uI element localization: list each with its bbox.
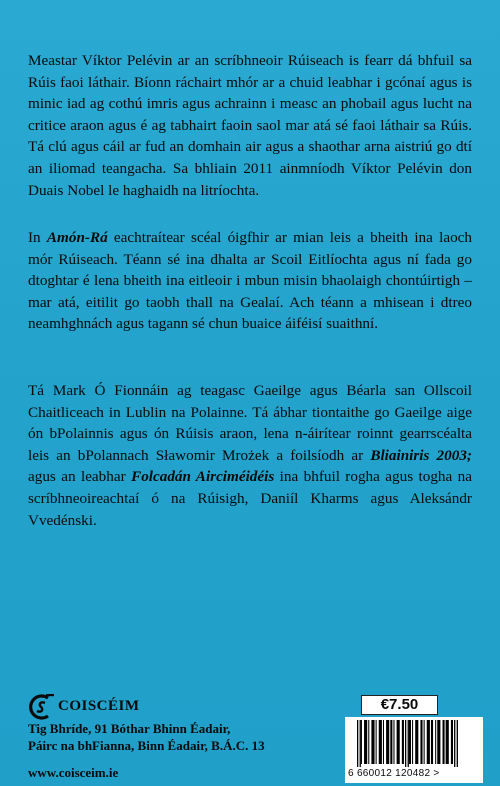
- translator-bio-text-3: ina bhfuil rogha agus togha na scríbhneoireachtaí ó na Rúisigh, Daniíl Kharms agus Aleksándr Vvedénski.: [28, 468, 472, 529]
- translator-bio-text-1: Tá Mark Ó Fionnáin ag teagasc Gaeilge agus Béarla san Ollscoil Chaitliceach in Lublin na Polainne. Tá ábhar tiontaithe go Gaeilge aige ón bPolainnis agus ón Rúisis araon, lena n-áirítear roinnt gearrscéalta leis an bPolannach Sławomir Mrożek a foilsíodh ar: [28, 382, 472, 464]
- barcode-guard-bar: [405, 720, 406, 767]
- barcode-bar: [371, 720, 374, 764]
- barcode-bar: [424, 720, 425, 764]
- barcode-bar: [383, 720, 384, 764]
- translated-work-title-1: Bliainiris 2003;: [370, 446, 472, 464]
- publisher-name: COISCÉIM: [58, 698, 140, 714]
- barcode-bars: [345, 717, 483, 767]
- barcode-guard-bar: [457, 720, 458, 767]
- barcode-bar: [361, 720, 362, 764]
- barcode-bar: [409, 720, 411, 764]
- barcode-bar: [437, 720, 440, 764]
- barcode-bar: [386, 720, 389, 764]
- barcode-guard-bar: [454, 720, 455, 767]
- barcode-bar: [446, 720, 449, 764]
- barcode-bar: [376, 720, 377, 764]
- barcode-guard-bar: [408, 720, 409, 767]
- author-bio-text: Meastar Víktor Pelévin ar an scríbhneoir Rúiseach is fearr dá bhfuil sa Rúis faoi láthair. Bíonn ráchairt mhór ar a chuid leabhar i gcónaí agus is minic iad ag cothú imris agus achrainn i measc an phobail agus lucht na critice araon agus é ag tabhairt faoin saol mar atá sé faoi láthair sa Rúis. Tá clú agus cáil ar fud an domhain air agus a shaothar arna aistriú go dtí an iliomad teangacha. Sa bhliain 2011 ainmníodh Víktor Pelévin don Duais Nobel le haghaidh na litríochta.: [28, 52, 472, 199]
- barcode-bar: [420, 720, 422, 764]
- barcode: [345, 717, 483, 783]
- synopsis-paragraph: [28, 227, 472, 335]
- barcode-bar: [393, 720, 394, 764]
- author-bio-paragraph: [28, 50, 472, 201]
- synopsis-prefix: In: [28, 229, 47, 246]
- barcode-bar: [379, 720, 382, 764]
- barcode-guard-bar: [357, 720, 358, 767]
- price-tag: €7.50: [361, 695, 438, 715]
- barcode-bar: [397, 720, 400, 764]
- coisceim-logo-icon: [26, 692, 56, 722]
- barcode-bar: [364, 720, 367, 764]
- synopsis-text: eachtraítear scéal óigfhir ar mian leis a bheith ina laoch mór Rúiseach. Téann sé ina dhalta ar Scoil Eitlíochta agus ní fada go dtoghtar é lena bheith ina eitleoir i mbun misin bhaolaigh chontúirtigh – mar atá, eitilit go taobh thall na Gealaí. Ach téann a mhisean i dtreo neamhghnách agus tagann sé chun buaice áiféisí suaithní.: [28, 229, 473, 333]
- publisher-website: www.coisceim.ie: [28, 765, 119, 780]
- book-title: Amón-Rá: [46, 229, 108, 246]
- barcode-bar: [412, 720, 413, 764]
- barcode-bar: [402, 720, 404, 764]
- barcode-bar: [390, 720, 392, 764]
- translator-bio-paragraph: [28, 380, 472, 531]
- publisher-address-line-1: Tig Bhríde, 91 Bóthar Bhinn Éadair,: [28, 721, 231, 736]
- barcode-bar: [368, 720, 369, 764]
- barcode-bar: [431, 720, 433, 764]
- translator-bio-text-2: agus an leabhar: [28, 468, 132, 486]
- barcode-bar: [435, 720, 436, 764]
- publisher-address-line-2: Páirc na bhFianna, Binn Éadair, B.Á.C. 13: [28, 738, 265, 753]
- barcode-digits: 6 660012 120482 >: [348, 768, 440, 779]
- barcode-bar: [451, 720, 453, 764]
- translated-work-title-2: Folcadán Airciméidéis: [131, 468, 275, 486]
- barcode-guard-bar: [360, 720, 361, 767]
- barcode-bar: [443, 720, 445, 764]
- barcode-bar: [427, 720, 430, 764]
- barcode-bar: [415, 720, 418, 764]
